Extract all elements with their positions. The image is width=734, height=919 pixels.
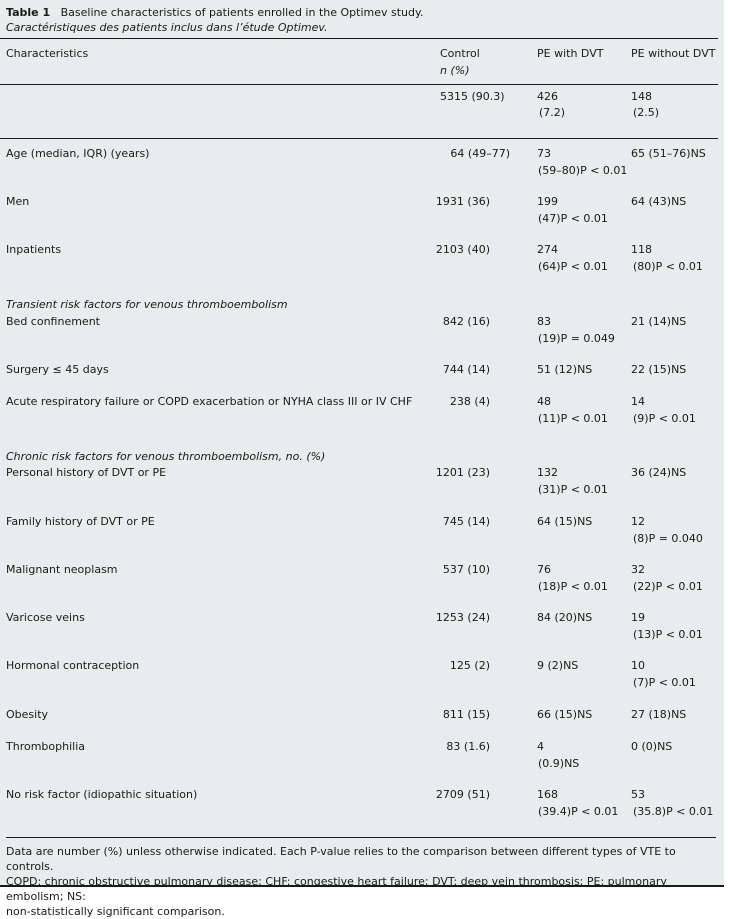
table-row-dvt: 274 [537,243,558,256]
total-pe-no-dvt: 148 [631,90,652,103]
table-row-dvt-p: (0.9)NS [538,757,580,770]
table-row-nodvt: 0 (0)NS [631,740,673,753]
rule-header [0,84,718,85]
table-row-nodvt: 118 [631,243,652,256]
table-title-fr: Caractéristiques des patients inclus dans l’étude Optimev. [6,21,328,34]
table-row-label: Personal history of DVT or PE [6,466,167,479]
table-row-nodvt: 10 [631,659,645,672]
table-row-nodvt: 21 (14)NS [631,315,687,328]
table-row-label: Thrombophilia [6,740,85,753]
total-control: 5315 (90.3) [440,90,505,103]
table-row-nodvt: 12 [631,515,645,528]
table-row-dvt: 132 [537,466,558,479]
table-row-label: Malignant neoplasm [6,563,118,576]
header-control-unit: n (%) [440,64,470,77]
table-row-dvt-p: (31)P < 0.01 [538,483,608,496]
table-row-control: 1253 (24) [435,611,490,624]
table-row-dvt-p: (18)P < 0.01 [538,580,608,593]
table-row-nodvt: 19 [631,611,645,624]
table-row-dvt: 66 (15)NS [537,708,593,721]
table-row-dvt: 83 [537,315,551,328]
table-row-label: Inpatients [6,243,62,256]
table-row-dvt: 51 (12)NS [537,363,593,376]
table-row-nodvt: 53 [631,788,645,801]
table-row-nodvt-p: (13)P < 0.01 [633,628,703,641]
table-row-dvt: 84 (20)NS [537,611,593,624]
table-row-label: Men [6,195,30,208]
header-control: Control [440,47,480,60]
table-row-nodvt: 36 (24)NS [631,466,687,479]
table-caption [6,5,423,35]
table-row-dvt: 48 [537,395,551,408]
section-chronic-risk-factors: Chronic risk factors for venous thromboembolism, no. (%) [6,450,326,463]
table-row-dvt-p: (39.4)P < 0.01 [538,805,619,818]
table-row-dvt-p: (19)P = 0.049 [538,332,615,345]
table-row-control: 537 (10) [442,563,490,576]
rule-totals [0,138,718,139]
table-row-label: Acute respiratory failure or COPD exacerbation or NYHA class III or IV CHF [6,395,413,408]
footnote-line-2: COPD: chronic obstructive pulmonary disease; CHF: congestive heart failure; DVT: deep vein thrombosis; PE: pulmonary embolism; NS: [6,875,667,903]
table-row-control: 2709 (51) [435,788,490,801]
table-row-nodvt-p: (9)P < 0.01 [633,412,696,425]
table-row-dvt-p: (64)P < 0.01 [538,260,608,273]
rule-footnote [6,837,716,838]
table-row-nodvt-p: (80)P < 0.01 [633,260,703,273]
table-row-nodvt-p: (8)P = 0.040 [633,532,703,545]
table-row-dvt: 73 [537,147,551,160]
table-row-nodvt: 14 [631,395,645,408]
table-row-dvt-p: (47)P < 0.01 [538,212,608,225]
header-pe-without-dvt: PE without DVT [631,47,716,60]
table-row-label: No risk factor (idiopathic situation) [6,788,198,801]
table-row-dvt: 64 (15)NS [537,515,593,528]
table-row-nodvt: 27 (18)NS [631,708,687,721]
table-row-label: Age (median, IQR) (years) [6,147,150,160]
table-row-nodvt: 64 (43)NS [631,195,687,208]
table-row-dvt: 76 [537,563,551,576]
footnote-line-3: non-statistically significant comparison. [6,905,225,918]
header-pe-with-dvt: PE with DVT [537,47,604,60]
table-row-control: 83 (1.6) [446,740,490,753]
section-transient-risk-factors: Transient risk factors for venous thromboembolism [6,298,288,311]
table-row-dvt: 199 [537,195,558,208]
table-row-label: Surgery ≤ 45 days [6,363,109,376]
table-row-nodvt: 22 (15)NS [631,363,687,376]
table-row-label: Bed confinement [6,315,100,328]
table-row-nodvt: 32 [631,563,645,576]
table-row-dvt-p: (11)P < 0.01 [538,412,608,425]
header-characteristics: Characteristics [6,47,89,60]
table-row-dvt: 168 [537,788,558,801]
table-row-control: 811 (15) [442,708,490,721]
table-row-label: Varicose veins [6,611,85,624]
table-row-nodvt-p: (22)P < 0.01 [633,580,703,593]
total-pe-dvt: 426 [537,90,558,103]
table-row-label: Family history of DVT or PE [6,515,155,528]
table-row-nodvt-p: (35.8)P < 0.01 [633,805,714,818]
table-row-dvt: 9 (2)NS [537,659,579,672]
footnote-line-1: Data are number (%) unless otherwise indicated. Each P-value relies to the comparison between different types of VTE to controls. [6,845,676,873]
table-row-nodvt: 65 (51–76)NS [631,147,706,160]
table-label: Table 1 [6,6,51,19]
rule-top [0,38,718,39]
table-row-control: 64 (49–77) [450,147,510,160]
table-row-control: 125 (2) [449,659,490,672]
table-row-control: 744 (14) [442,363,490,376]
table-row-control: 842 (16) [442,315,490,328]
table-row-dvt-p: (59–80)P < 0.01 [538,164,628,177]
table-row-control: 1201 (23) [435,466,490,479]
total-pe-no-dvt-pct: (2.5) [633,106,660,119]
total-pe-dvt-pct: (7.2) [539,106,566,119]
table-row-control: 2103 (40) [435,243,490,256]
table-row-control: 238 (4) [449,395,490,408]
table-row-dvt: 4 [537,740,544,753]
table-row-control: 745 (14) [442,515,490,528]
table-title: Baseline characteristics of patients enrolled in the Optimev study. [60,6,424,19]
table-row-label: Hormonal contraception [6,659,140,672]
table-row-control: 1931 (36) [435,195,490,208]
table-footnote [6,844,716,919]
table-row-label: Obesity [6,708,49,721]
table-row-nodvt-p: (7)P < 0.01 [633,676,696,689]
